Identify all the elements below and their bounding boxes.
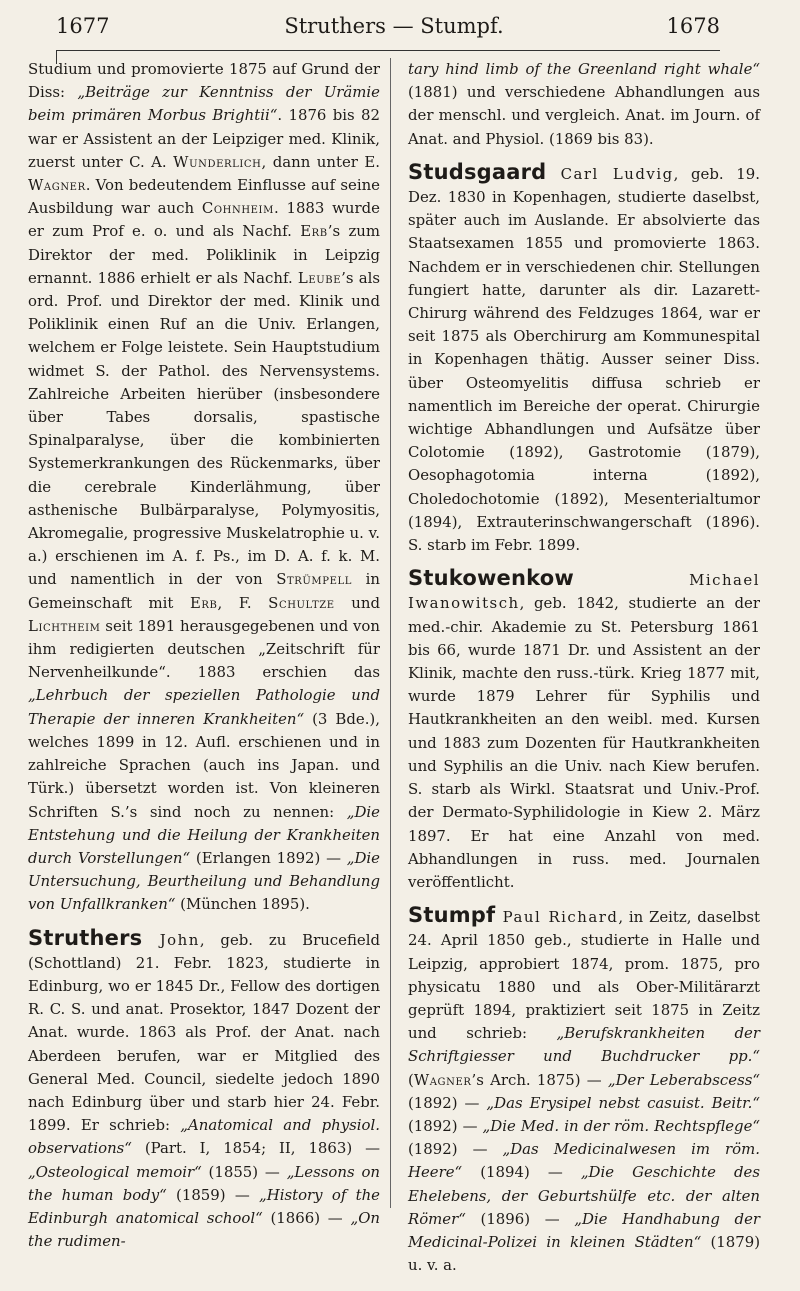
entry-struthers: Struthers John, geb. zu Brucefield (Schottland) 21. Febr. 1823, studierte in Edinburg, wo er 1845 Dr., Fellow des dortigen R. C. S. und anat. Prosektor, 1847 Dozent der Anat. wurde. 1863 als Prof. der Anat. nach Aberdeen berufen, war er Mitglied des General Med. Council, siedelte jedoch 1890 nach Edinburg über und starb hier 24. Febr. 1899. Er schrieb: „Anatomical and physiol. observations“ (Part. I, 1854; II, 1863) — „Osteological memoir“ (1855) — „Lessons on the human body“ (1859) — „History of the Edinburgh anatomical school“ (1866) — „On the rudimen- <box>28 925 380 1251</box>
right-column <box>408 58 760 1277</box>
running-header <box>28 0 760 52</box>
entry-name: Stumpf <box>408 903 496 928</box>
entry-name: Stukowenkow <box>408 566 574 591</box>
header-rule <box>56 50 720 51</box>
struthers-continuation: tary hind limb of the Greenland right whale“ (1881) und verschiedene Abhandlungen aus der menschl. und vergleich. Anat. im Journ. of Anat. and Physiol. (1869 bis 83). <box>408 60 760 148</box>
entry-stukowenkow: Stukowenkow Michael Iwanowitsch, geb. 1842, studierte an der med.-chir. Akademie zu St. Petersburg 1861 bis 66, wurde 1871 Dr. und Assistent an der Klinik, machte den russ.-türk. Krieg 1877 mit, wurde 1879 Lehrer für Syphilis und Hautkrankheiten an den weibl. med. Kursen und 1883 zum Dozenten für Hautkrankheiten und Syphilis an die Univ. nach Kiew berufen. S. starb als Wirkl. Staatsrat und Univ.-Prof. der Dermato-Syphilidologie in Kiew 2. März 1897. Er hat eine Anzahl von med. Abhandlungen in russ. med. Journalen veröffentlicht. <box>408 566 760 891</box>
two-column-body <box>28 58 760 1277</box>
column-divider <box>390 58 391 1208</box>
struempell-continuation: Studium und promovierte 1875 auf Grund der Diss: „Beiträge zur Kenntniss der Urämie beim primären Morbus Brightii“. 1876 bis 82 war er Assistent an der Leipziger med. Klinik, zuerst unter C. A. Wunderlich, dann unter E. Wagner. Von bedeutendem Einflusse auf seine Ausbildung war auch Cohnheim. 1883 wurde er zum Prof e. o. und als Nachf. Erb’s zum Direktor der med. Poliklinik in Leipzig ernannt. 1886 erhielt er als Nachf. Leube’s als ord. Prof. und Direktor der med. Klinik und Poliklinik einen Ruf an die Univ. Erlangen, welchem er Folge leistete. Sein Hauptstudium widmet S. der Pathol. des Nervensystems. Zahlreiche Arbeiten hierüber (insbesondere über Tabes dorsalis, spastische Spinalparalyse, über die kombinierten Systemerkrankungen des Rückenmarks, über die cerebrale Kinderlähmung, über asthenische Bulbärparalyse, Polymyositis, Akromegalie, progressive Muskelatrophie u. v. a.) erschienen im A. f. Ps., im D. A. f. k. M. und namentlich in der von Strümpell in Gemeinschaft mit Erb, F. Schultze und Lichtheim seit 1891 herausgegebenen und von ihm redigierten deutschen „Zeitschrift für Nervenheilkunde“. 1883 erschien das „Lehrbuch der speziellen Pathologie und Therapie der inneren Krankheiten“ (3 Bde.), welches 1899 in 12. Aufl. erschienen und in zahlreiche Sprachen (auch ins Japan. und Türk.) übersetzt worden ist. Von kleineren Schriften S.’s sind noch zu nennen: „Die Entstehung und die Heilung der Krankheiten durch Vorstellungen“ (Erlangen 1892) — „Die Untersuchung, Beurtheilung und Behandlung von Unfallkranken“ (München 1895). <box>28 60 380 914</box>
entry-stumpf: Stumpf Paul Richard, in Zeitz, daselbst 24. April 1850 geb., studierte in Halle und Leipzig, approbiert 1874, prom. 1875, pro physicatu 1880 und als Ober-Militärarzt geprüft 1894, praktiziert seit 1875 in Zeitz und schrieb: „Berufskrankheiten der Schriftgiesser und Buchdrucker pp.“ (Wagner’s Arch. 1875) — „Der Leberabscess“ (1892) — „Das Erysipel nebst casuist. Beitr.“ (1892) — „Die Med. in der röm. Rechtspflege“ (1892) — „Das Medicinalwesen im röm. Heere“ (1894) — „Die Geschichte des Ehelebens, der Geburtshülfe etc. der alten Römer“ (1896) — „Die Handhabung der Medicinal-Polizei in kleinen Städten“ (1879) u. v. a. <box>408 903 761 1275</box>
left-column <box>28 58 380 1277</box>
entry-name: Struthers <box>28 925 143 950</box>
left-page-number: 1677 <box>56 14 110 38</box>
right-page-number: 1678 <box>666 14 720 38</box>
entry-name: Studsgaard <box>408 159 547 184</box>
running-title: Struthers — Stumpf. <box>284 14 504 38</box>
entry-studsgaard: Studsgaard Carl Ludvig, geb. 19. Dez. 1830 in Kopenhagen, studierte daselbst, später auch im Auslande. Er absolvierte das Staatsexamen 1855 und promovierte 1863. Nachdem er in verschiedenen chir. Stellungen fungiert hatte, darunter als dir. Lazarett-Chirurg während des Feldzuges 1864, war er seit 1875 als Oberchirurg am Kommunespital in Kopenhagen thätig. Ausser seiner Diss. über Osteomyelitis diffusa schrieb er namentlich im Bereiche der operat. Chirurgie wichtige Abhandlungen und Aufsätze über Colotomie (1892), Gastrotomie (1879), Oesophagotomia interna (1892), Choledochotomie (1892), Mesenterialtumor (1894), Extrauterinschwangerschaft (1896). S. starb im Febr. 1899. <box>408 159 760 555</box>
